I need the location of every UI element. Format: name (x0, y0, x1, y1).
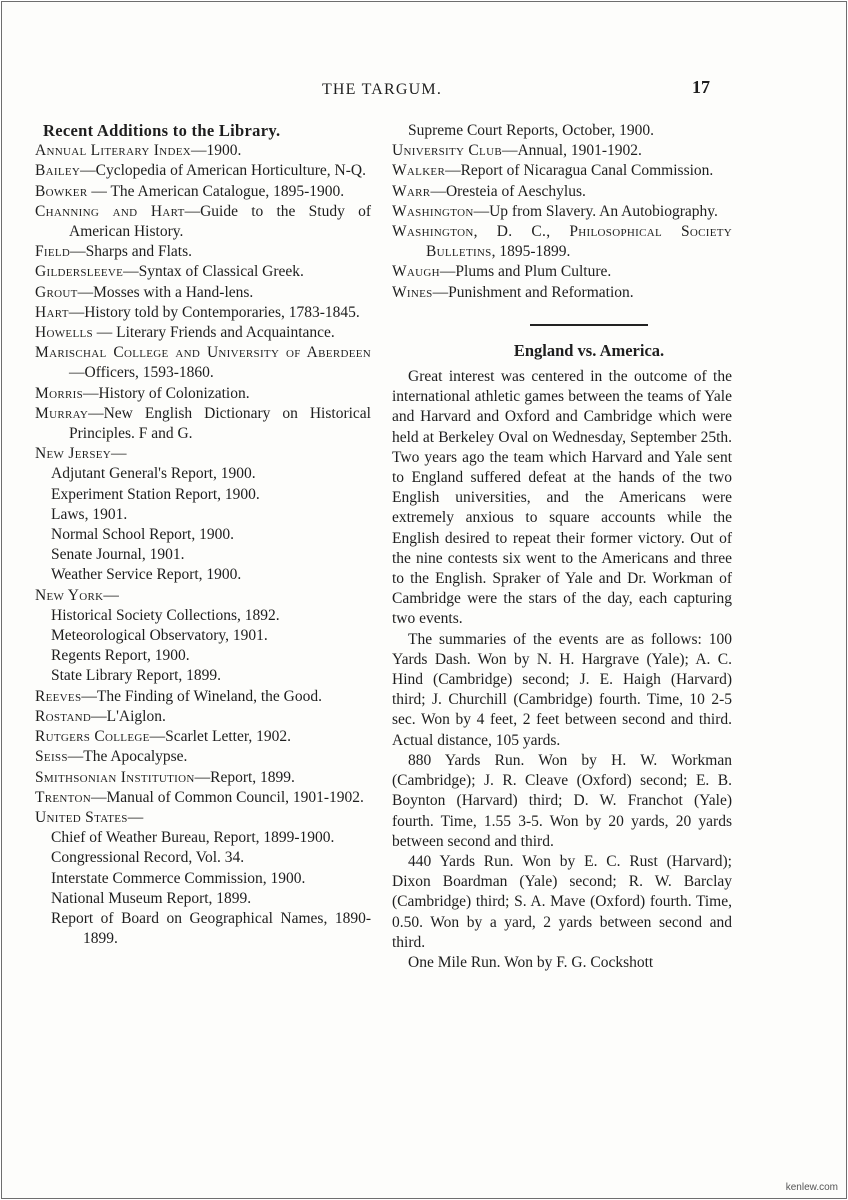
new-york-group (35, 586, 371, 687)
list-item: Historical Society Collections, 1892. (51, 606, 280, 624)
section-divider (530, 324, 648, 326)
list-item: Interstate Commerce Commission, 1900. (51, 869, 306, 887)
list-item: Congressional Record, Vol. 34. (51, 849, 245, 867)
united-states-group (35, 808, 371, 949)
library-entry: Annual Literary Index—1900. (35, 142, 242, 160)
page-number: 17 (692, 77, 710, 97)
library-entry: Seiss—The Apocalypse. (35, 748, 188, 766)
article-paragraph: 440 Yards Run. Won by E. C. Rust (Harvard); Dixon Boardman (Yale) second; R. W. Barclay (Cambridge) third; S. A. Mave (Oxford) fourth. Time, 0.50. Won by a yard, 2 yards between second and third. (392, 852, 732, 951)
left-column (35, 121, 371, 949)
library-entry: Channing and Hart—Guide to the Study of American History. (35, 202, 371, 241)
library-entry: Bailey—Cyclopedia of American Horticulture, N-Q. (35, 162, 366, 180)
list-item: Meteorological Observatory, 1901. (51, 627, 268, 645)
library-entry: Bowker — The American Catalogue, 1895-1900. (35, 182, 345, 200)
article-paragraph: Great interest was centered in the outcome of the international athletic games between the teams of Yale and Harvard and Oxford and Cambridge which were held at Berkeley Oval on Wednesday, September 25th. Two years ago the team which Harvard and Yale sent to England suffered defeat at the hands of the two English universities, and the Americans were extremely anxious to square accounts while the English desired to repeat their former victory. Out of the nine contests six went to the Americans and three to the English. Spraker of Yale and Dr. Workman of Cambridge were the stars of the day, each capturing two events. (392, 368, 732, 628)
library-entry: Rostand—L'Aiglon. (35, 707, 166, 725)
group-label: New Jersey— (35, 445, 127, 463)
list-item: Adjutant General's Report, 1900. (51, 465, 256, 483)
library-entry: Murray—New English Dictionary on Historical Principles. F and G. (35, 404, 371, 443)
article-paragraph: One Mile Run. Won by F. G. Cockshott (408, 953, 654, 971)
list-item: Regents Report, 1900. (51, 647, 190, 665)
list-item: Laws, 1901. (51, 505, 128, 523)
library-entries-2 (35, 687, 371, 808)
article-heading: England vs. America. (513, 340, 665, 360)
library-entry: Field—Sharps and Flats. (35, 243, 193, 261)
new-jersey-group (35, 444, 371, 585)
library-entry: Hart—History told by Contemporaries, 1783-1845. (35, 303, 360, 321)
library-entries (35, 141, 371, 444)
library-entry: University Club—Annual, 1901-1902. (392, 142, 642, 160)
list-item: Report of Board on Geographical Names, 1890-1899. (51, 909, 371, 948)
library-entry: Morris—History of Colonization. (35, 384, 250, 402)
library-entry: Marischal College and University of Aberdeen—Officers, 1593-1860. (35, 344, 371, 382)
article-paragraph: 880 Yards Run. Won by H. W. Workman (Cambridge); J. R. Cleave (Oxford) second; E. B. Boynton (Harvard) third; D. W. Franchot (Yale) fourth. Time, 1.55 3-5. Won by 20 yards, 20 yards between second and third. (392, 751, 732, 850)
group-label: United States— (35, 808, 144, 826)
list-item: Normal School Report, 1900. (51, 526, 234, 544)
library-entry: Rutgers College—Scarlet Letter, 1902. (35, 728, 292, 746)
document-page (1, 1, 847, 1199)
library-entry: Smithsonian Institution—Report, 1899. (35, 768, 295, 786)
group-label: New York— (35, 586, 120, 604)
watermark: kenlew.com (785, 1182, 838, 1193)
list-item: National Museum Report, 1899. (51, 889, 252, 907)
list-item: Weather Service Report, 1900. (51, 566, 242, 584)
list-item: State Library Report, 1899. (51, 667, 222, 685)
library-entry: Warr—Oresteia of Aeschylus. (392, 182, 586, 200)
right-column (392, 121, 732, 973)
list-item: Chief of Weather Bureau, Report, 1899-1900. (51, 829, 335, 847)
library-entry: Grout—Mosses with a Hand-lens. (35, 283, 254, 301)
library-entry: Walker—Report of Nicaragua Canal Commission. (392, 162, 714, 180)
library-entry: Waugh—Plums and Plum Culture. (392, 263, 612, 281)
library-entry: Washington, D. C., Philosophical Society Bulletins, 1895-1899. (392, 223, 732, 261)
library-entry: Washington—Up from Slavery. An Autobiography. (392, 202, 718, 220)
library-entry: Gildersleeve—Syntax of Classical Greek. (35, 263, 304, 281)
library-heading: Recent Additions to the Library. (43, 121, 281, 140)
list-item: Senate Journal, 1901. (51, 546, 185, 564)
list-item: Supreme Court Reports, October, 1900. (408, 122, 655, 139)
library-entry: Howells — Literary Friends and Acquaintance. (35, 324, 335, 342)
library-entry: Trenton—Manual of Common Council, 1901-1902. (35, 788, 364, 806)
article-paragraph: The summaries of the events are as follows: 100 Yards Dash. Won by N. H. Hargrave (Yale); A. C. Hind (Cambridge) second; J. E. Haigh (Harvard) third; J. Churchill (Cambridge) fourth. Time, 10 2-5 sec. Won by 4 feet, 2 feet between second and third. Actual distance, 105 yards. (392, 630, 732, 749)
library-entry: Wines—Punishment and Reformation. (392, 283, 634, 301)
list-item: Experiment Station Report, 1900. (51, 485, 260, 503)
library-entry: Reeves—The Finding of Wineland, the Good. (35, 687, 322, 705)
running-head: THE TARGUM. (321, 81, 443, 98)
